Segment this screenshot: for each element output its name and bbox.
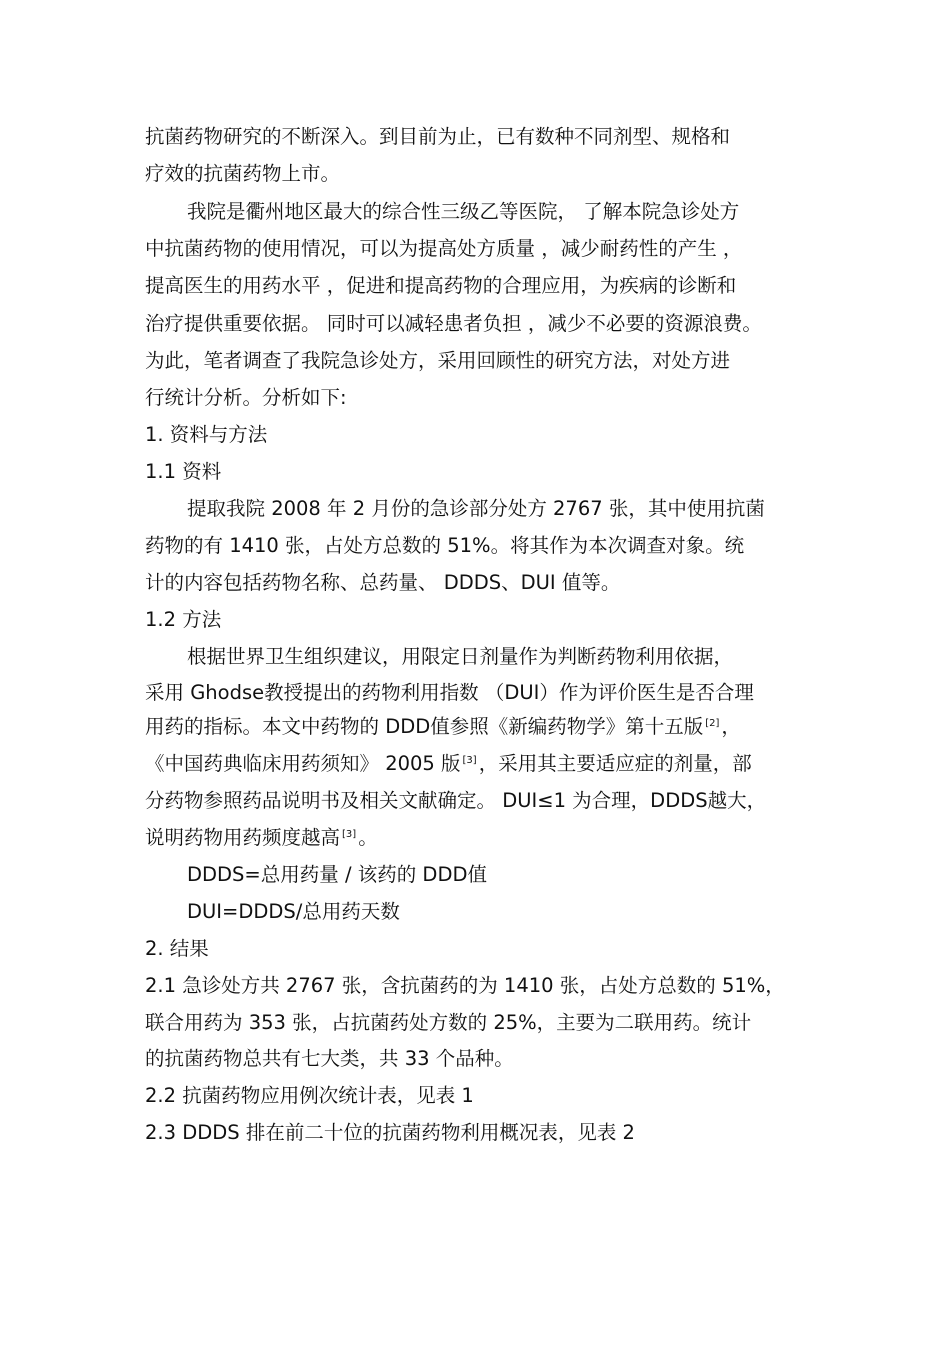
text-line — [145, 714, 741, 740]
text-line: 疗效的抗菌药物上市。 — [145, 162, 341, 185]
text-line: 根据世界卫生组织建议，用限定日剂量作为判断药物利用依据， — [187, 645, 734, 668]
text-fragment: 用药的指标。本文中药物的 DDD值参照《新编药物学》第十五版 — [145, 715, 704, 738]
text-line: 药物的有 1410 张，占处方总数的 51%。将其作为本次调查对象。统 — [145, 534, 745, 557]
subsection-heading: 1.2 方法 — [145, 608, 222, 631]
text-fragment: ， — [721, 715, 741, 738]
text-fragment: 说明药物用药频度越高 — [145, 826, 341, 849]
text-fragment: 《中国药典临床用药须知》 2005 版 — [145, 752, 461, 775]
text-fragment: ，采用其主要适应症的剂量，部 — [478, 752, 752, 775]
text-line: 治疗提供重要依据。 同时可以减轻患者负担 ，减少不必要的资源浪费。 — [145, 312, 762, 335]
section-heading: 1. 资料与方法 — [145, 423, 268, 446]
text-line: 行统计分析。分析如下: — [145, 386, 347, 409]
citation-ref: [3] — [342, 828, 357, 840]
text-line: 2.2 抗菌药物应用例次统计表，见表 1 — [145, 1084, 474, 1107]
text-line: 为此，笔者调查了我院急诊处方，采用回顾性的研究方法，对处方进 — [145, 349, 731, 372]
text-line: 2.3 DDDS 排在前二十位的抗菌药物利用概况表，见表 2 — [145, 1121, 635, 1144]
text-line: 采用 Ghodse教授提出的药物利用指数 （DUI）作为评价医生是否合理 — [145, 681, 754, 704]
formula-dui: DUI=DDDS/总用药天数 — [187, 900, 400, 923]
text-line: 联合用药为 353 张，占抗菌药处方数的 25%，主要为二联用药。统计 — [145, 1011, 752, 1034]
formula-ddds: DDDS=总用药量 / 该药的 DDD值 — [187, 863, 487, 886]
text-line: 提取我院 2008 年 2 月份的急诊部分处方 2767 张，其中使用抗菌 — [187, 497, 765, 520]
citation-ref: [3] — [462, 754, 477, 766]
text-line: 2.1 急诊处方共 2767 张，含抗菌药的为 1410 张，占处方总数的 51%， — [145, 974, 785, 997]
text-line — [145, 751, 752, 777]
text-line: 分药物参照药品说明书及相关文献确定。 DUI≤1 为合理，DDDS越大， — [145, 789, 767, 812]
subsection-heading: 1.1 资料 — [145, 460, 222, 483]
text-fragment: 。 — [358, 826, 378, 849]
text-line: 抗菌药物研究的不断深入。到目前为止，已有数种不同剂型、规格和 — [145, 125, 731, 148]
text-line: 的抗菌药物总共有七大类，共 33 个品种。 — [145, 1047, 514, 1070]
section-heading: 2. 结果 — [145, 937, 209, 960]
text-line — [145, 825, 378, 851]
citation-ref: [2] — [705, 717, 720, 729]
text-line: 我院是衢州地区最大的综合性三级乙等医院， 了解本院急诊处方 — [187, 200, 740, 223]
text-line: 中抗菌药物的使用情况，可以为提高处方质量 ，减少耐药性的产生 ， — [145, 237, 743, 260]
text-line: 计的内容包括药物名称、总药量、 DDDS、DUI 值等。 — [145, 571, 621, 594]
text-line: 提高医生的用药水平 ，促进和提高药物的合理应用，为疾病的诊断和 — [145, 274, 737, 297]
